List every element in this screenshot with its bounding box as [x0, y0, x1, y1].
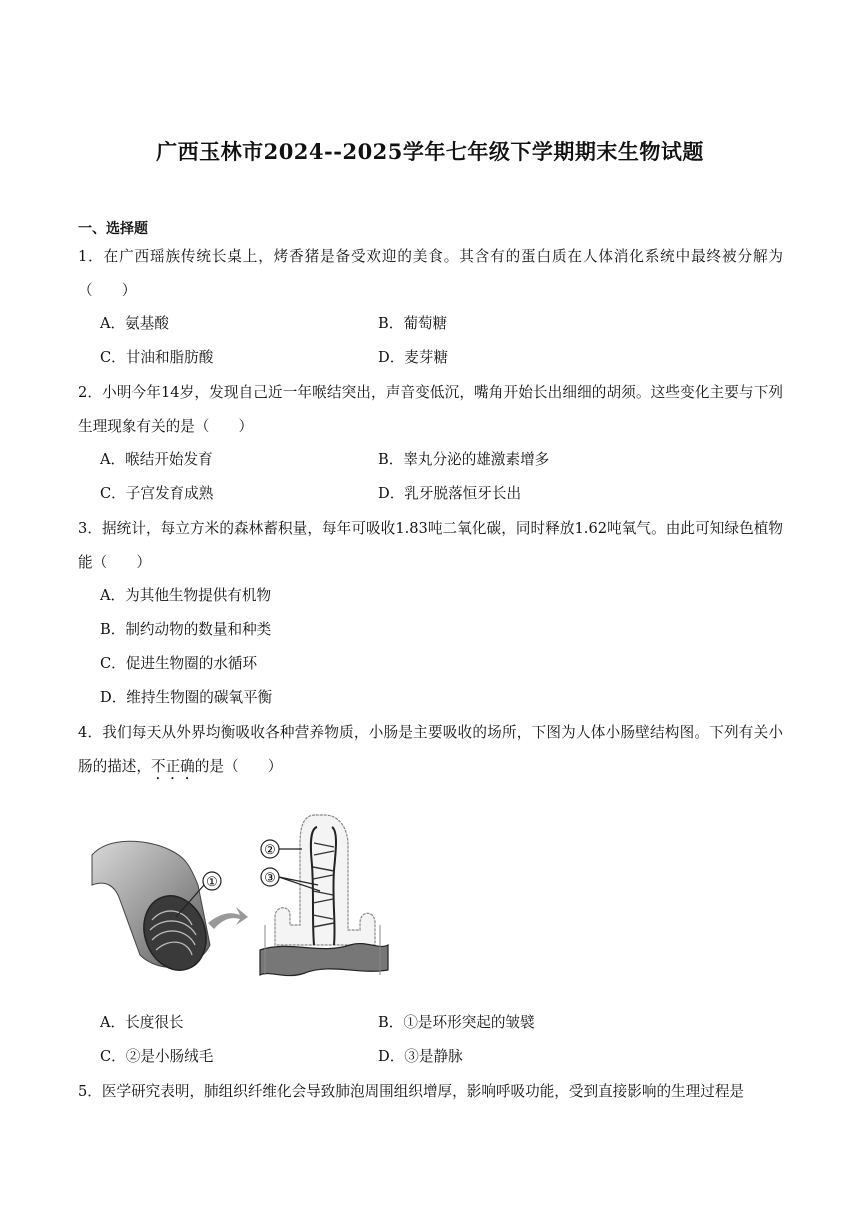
q1-option-a: A．氨基酸 — [100, 315, 169, 332]
q1-option-c: C．甘油和脂肪酸 — [100, 349, 214, 366]
exam-title: 广西玉林市2024--2025学年七年级下学期期末生物试题 — [156, 139, 704, 164]
q3-option-d: D．维持生物圈的碳氧平衡 — [100, 689, 273, 706]
q4-option-c: C．②是小肠绒毛 — [100, 1048, 214, 1065]
q3-option-c: C．促进生物圈的水循环 — [100, 655, 258, 672]
q4-option-b: B．①是环形突起的皱襞 — [378, 1014, 535, 1031]
q2-option-a: A．喉结开始发育 — [100, 451, 213, 468]
question-4-stem — [78, 716, 783, 784]
q4-stem-part-b: 的是（ ） — [194, 758, 283, 775]
figure-label-3: ③ — [264, 871, 276, 886]
small-intestine-figure — [90, 805, 390, 985]
q4-option-d: D．③是静脉 — [378, 1048, 463, 1065]
question-2-stem: 2．小明今年14岁，发现自己近一年喉结突出，声音变低沉，嘴角开始长出细细的胡须。这些变化主要与下列生理现象有关的是（ ） — [78, 384, 783, 435]
q2-option-c: C．子宫发育成熟 — [100, 485, 214, 502]
question-1-stem: 1．在广西瑶族传统长桌上，烤香猪是备受欢迎的美食。其含有的蛋白质在人体消化系统中最终被分解为（ ） — [78, 248, 783, 299]
q4-option-a: A．长度很长 — [100, 1014, 184, 1031]
q2-option-b: B．睾丸分泌的雄激素增多 — [378, 451, 550, 468]
q2-option-d: D．乳牙脱落恒牙长出 — [378, 485, 522, 502]
q3-option-b: B．制约动物的数量和种类 — [100, 621, 272, 638]
q1-option-b: B．葡萄糖 — [378, 315, 448, 332]
small-intestine-illustration — [90, 805, 390, 985]
question-5-stem: 5．医学研究表明，肺组织纤维化会导致肺泡周围组织增厚，影响呼吸功能，受到直接影响的生理过程是 — [78, 1083, 745, 1100]
question-3-stem: 3．据统计，每立方米的森林蓄积量，每年可吸收1.83吨二氧化碳，同时释放1.62吨氧气。由此可知绿色植物能（ ） — [78, 520, 783, 571]
q4-stem-part-a: 4．我们每天从外界均衡吸收各种营养物质，小肠是主要吸收的场所，下图为人体小肠壁结构图。下列有关小肠的描述， — [78, 724, 783, 775]
figure-label-1: ① — [206, 875, 218, 890]
q1-option-d: D．麦芽糖 — [378, 349, 449, 366]
q3-option-a: A．为其他生物提供有机物 — [100, 587, 272, 604]
section-heading: 一、选择题 — [78, 221, 148, 237]
q4-stem-emphasis: 不正确 — [150, 758, 195, 775]
figure-label-2: ② — [264, 843, 276, 858]
